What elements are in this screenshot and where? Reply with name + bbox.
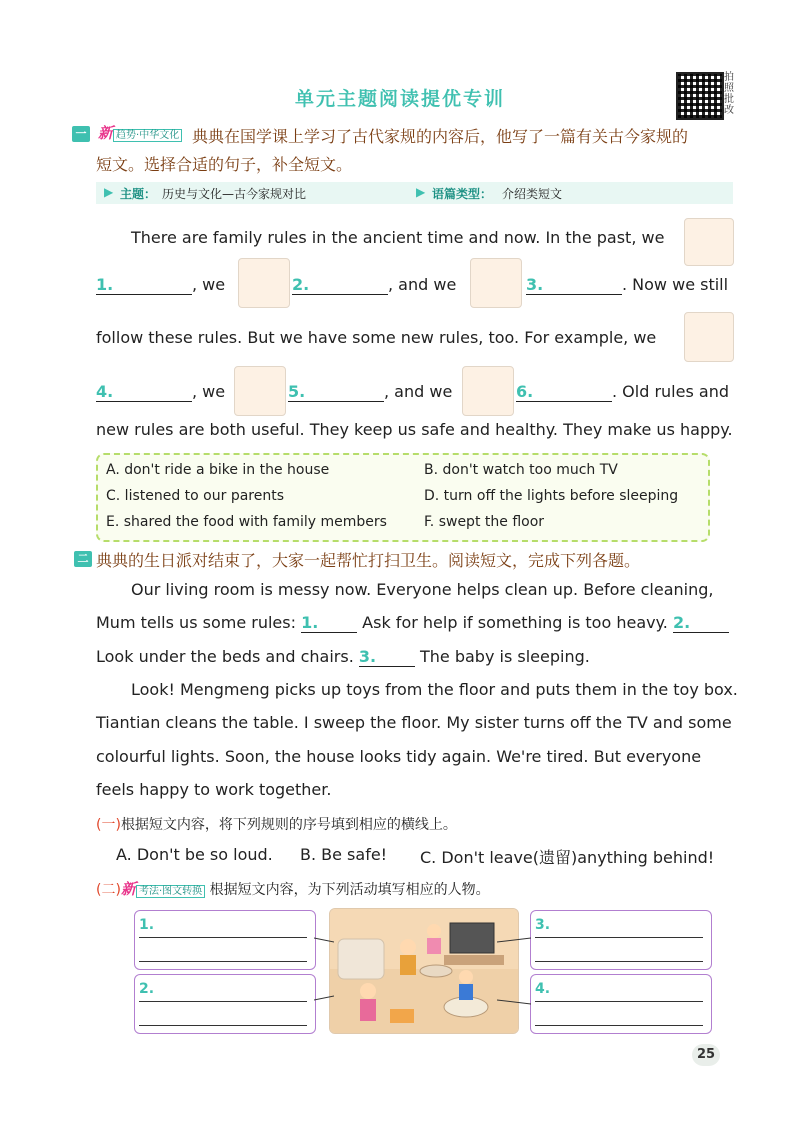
topic-label: 主题： (120, 187, 157, 201)
section-2-instruction: 典典的生日派对结束了，大家一起帮忙打扫卫生。阅读短文，完成下列各题。 (96, 551, 641, 570)
option-b: B. don't watch too much TV (424, 462, 618, 478)
page-number: 25 (692, 1044, 720, 1066)
blank-3[interactable]: 3. (526, 275, 622, 295)
living-room-scene (330, 909, 518, 1033)
passage-line-5: new rules are both useful. They keep us safe and healthy. They make us happy. (96, 420, 733, 439)
s2-line-6: colourful lights. Soon, the house looks tidy again. We're tired. But everyone (96, 747, 702, 766)
option-d: D. turn off the lights before sleeping (424, 488, 679, 504)
passage-line-2c: 3. . Now we still (526, 275, 729, 294)
topic-value: 历史与文化—古今家规对比 (162, 187, 307, 201)
genre-value: 介绍类短文 (502, 187, 563, 201)
topic-bar (96, 182, 733, 204)
option-f: F. swept the floor (424, 514, 545, 530)
s2-line-3: Look under the beds and chairs. 3. The baby is sleeping. (96, 647, 590, 666)
genre-label: 语篇类型： (432, 187, 493, 201)
answer-box-1[interactable]: 1. (134, 910, 316, 970)
answer-box-2[interactable]: 2. (134, 974, 316, 1034)
new-badge: 新 (98, 124, 114, 142)
passage-line-2: 1. , we (96, 275, 226, 294)
play-icon: ▶ (104, 185, 114, 199)
page-title: 单元主题阅读提优专训 (294, 88, 505, 110)
blank-5[interactable]: 5. (288, 382, 384, 402)
passage-line-3: follow these rules. But we have some new rules, too. For example, we (96, 328, 657, 347)
s2-blank-3[interactable]: 3. (359, 647, 415, 667)
blank-6[interactable]: 6. (516, 382, 612, 402)
section-1-instruction-line1: 典典在国学课上学习了古代家规的内容后，他写了一篇有关古今家规的 (192, 127, 689, 146)
section-2-number: 二 (74, 551, 92, 567)
passage-line-4b: 5. , and we (288, 382, 453, 401)
rule-a: A. Don't be so loud. (116, 845, 273, 864)
blank-2[interactable]: 2. (292, 275, 388, 295)
passage-line-4c: 6. . Old rules and (516, 382, 729, 401)
option-e: E. shared the food with family members (106, 514, 387, 530)
s2-line-4: Look! Mengmeng picks up toys from the floor and puts them in the toy box. (131, 680, 738, 699)
s2-blank-1[interactable]: 1. (301, 613, 357, 633)
s2-line-5: Tiantian cleans the table. I sweep the floor. My sister turns off the TV and some (96, 713, 732, 732)
illustration-sweeping (238, 258, 290, 308)
section-1-badge (98, 122, 182, 143)
answer-box-4[interactable]: 4. (530, 974, 712, 1034)
s2-line-1: Our living room is messy now. Everyone helps clean up. Before cleaning, (131, 580, 714, 599)
answer-box-3[interactable]: 3. (530, 910, 712, 970)
option-c: C. listened to our parents (106, 488, 285, 504)
connector-lines-left (314, 930, 334, 1010)
living-room-illustration (329, 908, 519, 1034)
section-1-number: 一 (72, 126, 90, 142)
rule-c: C. Don't leave(遗留)anything behind! (420, 848, 715, 867)
s2-line-7: feels happy to work together. (96, 780, 332, 799)
illustration-tv (234, 366, 286, 416)
passage-line-2b: 2. , and we (292, 275, 457, 294)
blank-1[interactable]: 1. (96, 275, 192, 295)
rule-b: B. Be safe! (300, 845, 388, 864)
s2-blank-2[interactable]: 2. (673, 613, 729, 633)
options-box (96, 453, 710, 542)
illustration-listening (470, 258, 522, 308)
passage-line-1: There are family rules in the ancient time and now. In the past, we (131, 228, 665, 247)
section-1-instruction-line2: 短文。选择合适的句子，补全短文。 (96, 155, 353, 174)
connector-lines-right (497, 930, 531, 1010)
play-icon: ▶ (416, 185, 426, 199)
blank-4[interactable]: 4. (96, 382, 192, 402)
qr-side-text: 拍照批改 (724, 72, 734, 116)
sub-question-1: (一)根据短文内容，将下列规则的序号填到相应的横线上。 (96, 817, 457, 833)
option-a: A. don't ride a bike in the house (106, 462, 330, 478)
badge-label: 趋势·中华文化 (113, 129, 182, 142)
illustration-lights (684, 312, 734, 362)
s2-line-2: Mum tells us some rules: 1. Ask for help if something is too heavy. 2. (96, 613, 729, 633)
illustration-sharing-food (684, 218, 734, 266)
sub-question-2: (二)新 考法·图文转换 根据短文内容，为下列活动填写相应的人物。 (96, 880, 490, 898)
passage-line-4: 4. , we (96, 382, 226, 401)
qr-code-icon[interactable] (676, 72, 724, 120)
illustration-bike (462, 366, 514, 416)
